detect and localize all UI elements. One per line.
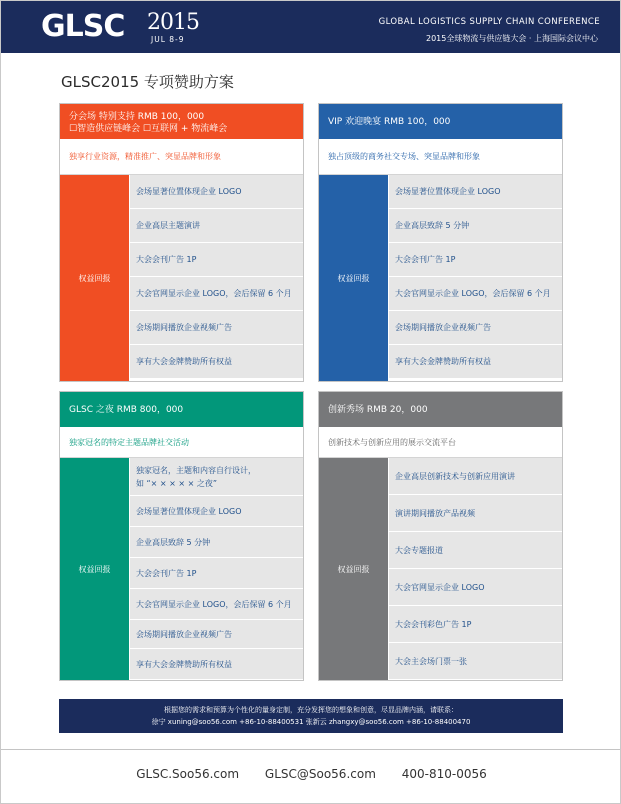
- sponsor-card-vip-dinner: [318, 103, 563, 382]
- card-benefits: [60, 458, 303, 680]
- benefit-item: 演讲期间播放产品视频: [388, 495, 562, 532]
- benefits-list: [129, 458, 303, 680]
- benefit-item: 大会会刊彩色广告 1P: [388, 606, 562, 643]
- contact-details: 徐宁 xuning@soo56.com +86-10-88400531 张新云 zhangxy@soo56.com +86-10-88400470: [151, 718, 471, 726]
- card-benefits: [319, 175, 562, 381]
- header-bar: [1, 1, 621, 53]
- footer-phone: 400-810-0056: [401, 767, 487, 781]
- benefit-item: 会场显著位置体现企业 LOGO: [388, 175, 562, 209]
- contact-intro: 根据您的需求和预算为个性化的量身定制，充分发挥您的想象和创意，尽显品牌内涵，请联系：: [164, 706, 458, 714]
- benefit-item: 大会主会场门票一张: [388, 643, 562, 680]
- card-header: [319, 104, 562, 139]
- benefit-item: 企业高层致辞 5 分钟: [388, 209, 562, 243]
- footer-website-link[interactable]: GLSC.Soo56.com: [136, 767, 240, 781]
- benefit-item: 大会会刊广告 1P: [129, 558, 303, 589]
- benefits-label: 权益回报: [60, 458, 129, 680]
- conference-name-cn: 2015全球物流与供应链大会 · 上海国际会议中心: [426, 34, 598, 43]
- card-subtitle: 独享行业资源，精准推广、突显品牌和形象: [60, 139, 303, 175]
- benefit-item: 会场显著位置体现企业 LOGO: [129, 175, 303, 209]
- benefit-item: 会场期间播放企业视频广告: [129, 620, 303, 649]
- card-header: [60, 392, 303, 427]
- benefit-item: 享有大会金牌赞助所有权益: [129, 649, 303, 680]
- benefits-list: [388, 458, 562, 680]
- benefits-label: 权益回报: [319, 458, 388, 680]
- card-title: 创新秀场 RMB 20，000: [328, 404, 428, 415]
- benefit-item: 企业高层主题演讲: [129, 209, 303, 243]
- benefit-item: 大会会刊广告 1P: [129, 243, 303, 277]
- benefits-list: [388, 175, 562, 381]
- card-benefits: [319, 458, 562, 680]
- card-title: 分会场 特别支持 RMB 100，000: [69, 112, 205, 122]
- sponsor-card-glsc-night: [59, 391, 304, 681]
- benefit-item: 会场期间播放企业视频广告: [129, 311, 303, 345]
- benefit-item: 企业高层创新技术与创新应用演讲: [388, 458, 562, 495]
- benefits-label: 权益回报: [319, 175, 388, 381]
- benefit-item: 大会专题报道: [388, 532, 562, 569]
- glsc-logo: GLSC: [41, 9, 125, 44]
- footer-divider: [1, 749, 621, 750]
- benefit-item: 大会会刊广告 1P: [388, 243, 562, 277]
- benefit-item: 大会官网显示企业 LOGO，会后保留 6 个月: [129, 277, 303, 311]
- footer-email-link[interactable]: GLSC@Soo56.com: [264, 767, 376, 781]
- sponsor-card-innovation-show: [318, 391, 563, 681]
- benefit-item: 会场期间播放企业视频广告: [388, 311, 562, 345]
- card-header: [319, 392, 562, 427]
- card-subtitle: 独占顶级的商务社交专场、突显品牌和形象: [319, 139, 562, 175]
- contact-banner: [59, 699, 563, 733]
- benefit-item: 大会官网显示企业 LOGO，会后保留 6 个月: [129, 589, 303, 620]
- benefit-item: 独家冠名，主题和内容自行设计， 如 “× × × × × 之夜”: [129, 458, 303, 496]
- benefits-label: 权益回报: [60, 175, 129, 381]
- logo-date: JUL 8-9: [151, 35, 185, 44]
- card-options: ☐智造供应链峰会 ☐互联网 + 物流峰会: [69, 124, 228, 134]
- benefit-item: 企业高层致辞 5 分钟: [129, 527, 303, 558]
- card-subtitle: 创新技术与创新应用的展示交流平台: [319, 427, 562, 458]
- benefits-list: [129, 175, 303, 381]
- page-title: GLSC2015 专项赞助方案: [61, 73, 234, 91]
- card-title: GLSC 之夜 RMB 800，000: [69, 404, 184, 415]
- card-subtitle: 独家冠名的特定主题品牌社交活动: [60, 427, 303, 458]
- card-title: VIP 欢迎晚宴 RMB 100，000: [328, 116, 451, 127]
- conference-name-en: GLOBAL LOGISTICS SUPPLY CHAIN CONFERENCE: [378, 17, 600, 27]
- card-header: [60, 104, 303, 139]
- benefit-item: 会场显著位置体现企业 LOGO: [129, 496, 303, 527]
- benefit-item: 享有大会金牌赞助所有权益: [129, 345, 303, 379]
- benefit-item: 大会官网显示企业 LOGO: [388, 569, 562, 606]
- card-benefits: [60, 175, 303, 381]
- benefit-item: 大会官网显示企业 LOGO，会后保留 6 个月: [388, 277, 562, 311]
- logo-year: 2015: [147, 10, 199, 35]
- footer: [1, 767, 621, 781]
- sponsor-card-sub-venue: [59, 103, 304, 382]
- benefit-item: 享有大会金牌赞助所有权益: [388, 345, 562, 379]
